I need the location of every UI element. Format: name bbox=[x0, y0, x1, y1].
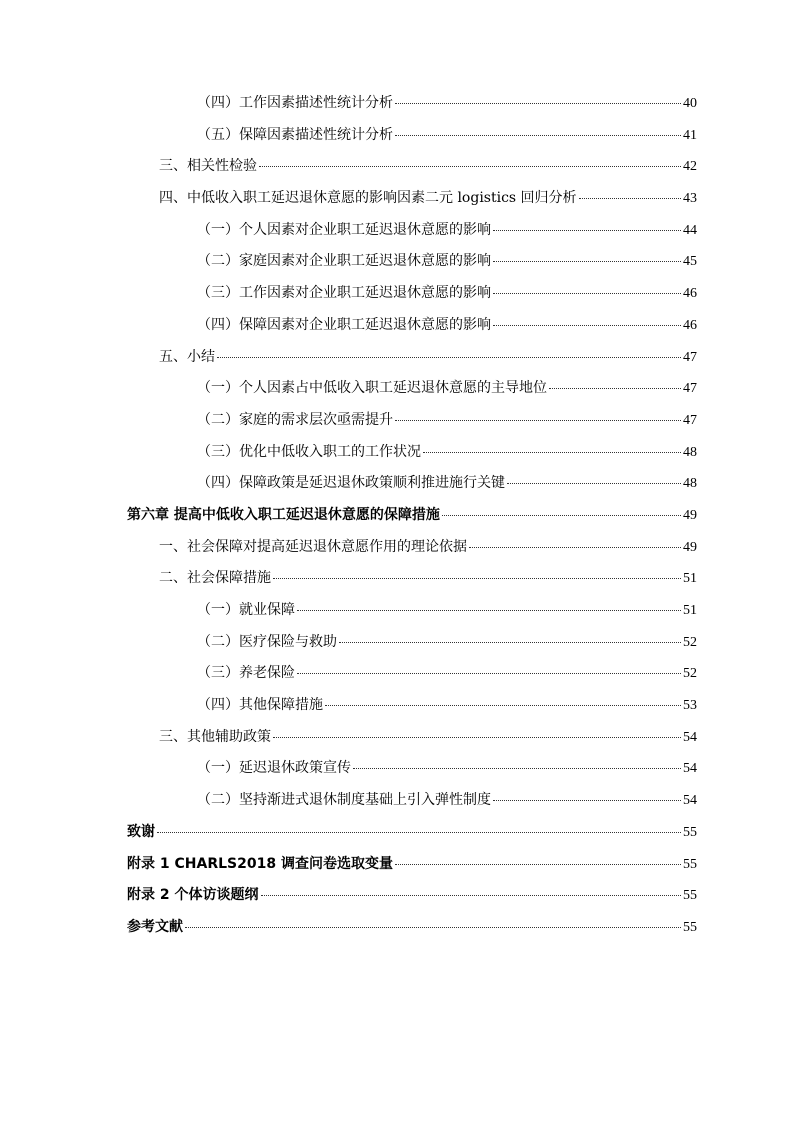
toc-entry-label: （三）养老保险 bbox=[197, 665, 295, 682]
toc-entry-row bbox=[197, 441, 697, 461]
toc-entry[interactable] bbox=[0, 622, 793, 654]
toc-entry-row bbox=[197, 789, 697, 809]
toc-entry-page-number: 40 bbox=[683, 96, 697, 111]
toc-entry[interactable] bbox=[0, 495, 793, 527]
toc-entry-page-number: 55 bbox=[683, 856, 697, 872]
toc-entry-row bbox=[197, 599, 697, 619]
toc-entry-page-number: 54 bbox=[683, 793, 697, 809]
dot-leader bbox=[493, 800, 681, 801]
toc-entry-label: （四）保障政策是延迟退休政策顺利推进施行关键 bbox=[197, 475, 505, 492]
toc-entry[interactable] bbox=[0, 146, 793, 178]
dot-leader bbox=[579, 198, 681, 199]
toc-entry-page-number: 41 bbox=[683, 127, 697, 143]
toc-entry-label: 三、相关性检验 bbox=[159, 158, 257, 175]
toc-entry[interactable] bbox=[0, 463, 793, 495]
toc-entry-row bbox=[127, 853, 697, 873]
dot-leader bbox=[493, 293, 681, 294]
toc-entry-row bbox=[197, 219, 697, 239]
dot-leader bbox=[493, 230, 681, 231]
dot-leader bbox=[325, 705, 681, 706]
toc-entry-page-number: 54 bbox=[683, 761, 697, 777]
toc-entry[interactable] bbox=[0, 337, 793, 369]
toc-entry-page-number: 48 bbox=[683, 476, 697, 492]
toc-entry[interactable] bbox=[0, 812, 793, 844]
toc-entry-label: （三）工作因素对企业职工延迟退休意愿的影响 bbox=[197, 285, 491, 302]
toc-entry[interactable] bbox=[0, 432, 793, 464]
toc-entry-row bbox=[159, 567, 697, 587]
toc-entry-row bbox=[127, 821, 697, 841]
toc-entry-label: （二）家庭的需求层次亟需提升 bbox=[197, 411, 393, 428]
toc-entry-page-number: 48 bbox=[683, 444, 697, 460]
toc-entry[interactable] bbox=[0, 305, 793, 337]
toc-entry-label: 致谢 bbox=[127, 823, 155, 840]
dot-leader bbox=[493, 325, 681, 326]
toc-entry-page-number: 53 bbox=[683, 698, 697, 714]
toc-entry-label: （四）其他保障措施 bbox=[197, 697, 323, 714]
toc-entry[interactable] bbox=[0, 241, 793, 273]
toc-entry-row bbox=[127, 504, 697, 524]
toc-entry[interactable] bbox=[0, 780, 793, 812]
toc-entry-page-number: 51 bbox=[683, 603, 697, 618]
toc-entry-row bbox=[197, 377, 697, 397]
toc-entry-row bbox=[197, 250, 697, 270]
dot-leader bbox=[273, 578, 681, 579]
toc-entry-row bbox=[127, 884, 697, 904]
toc-entry[interactable] bbox=[0, 558, 793, 590]
toc-entry[interactable] bbox=[0, 527, 793, 559]
toc-entry-label: 四、中低收入职工延迟退休意愿的影响因素二元 logistics 回归分析 bbox=[159, 190, 577, 207]
toc-entry-label: （二）坚持渐进式退休制度基础上引入弹性制度 bbox=[197, 792, 491, 809]
toc-entry[interactable] bbox=[0, 178, 793, 210]
dot-leader bbox=[273, 737, 681, 738]
dot-leader bbox=[259, 166, 681, 167]
toc-entry[interactable] bbox=[0, 273, 793, 305]
toc-entry-row bbox=[127, 916, 697, 936]
toc-entry-page-number: 49 bbox=[683, 507, 697, 523]
dot-leader bbox=[297, 673, 681, 674]
toc-entry-row bbox=[159, 726, 697, 746]
toc-entry-row bbox=[197, 314, 697, 334]
toc-entry-row bbox=[197, 282, 697, 302]
toc-entry-label: 附录 2 个体访谈题纲 bbox=[127, 887, 259, 904]
toc-entry-page-number: 42 bbox=[683, 159, 697, 175]
toc-entry-label: 一、社会保障对提高延迟退休意愿作用的理论依据 bbox=[159, 538, 467, 555]
toc-entry-page-number: 47 bbox=[683, 412, 697, 428]
toc-entry-label: 第六章 提高中低收入职工延迟退休意愿的保障措施 bbox=[127, 506, 440, 523]
toc-entry-label: 参考文献 bbox=[127, 918, 183, 935]
dot-leader bbox=[185, 927, 681, 928]
toc-entry-row bbox=[197, 662, 697, 682]
toc-entry-row bbox=[159, 155, 697, 175]
toc-entry-page-number: 51 bbox=[683, 571, 697, 587]
dot-leader bbox=[507, 483, 681, 484]
dot-leader bbox=[157, 832, 681, 833]
dot-leader bbox=[469, 547, 681, 548]
toc-entry-page-number: 55 bbox=[683, 919, 697, 935]
toc-entry[interactable] bbox=[0, 115, 793, 147]
toc-entry[interactable] bbox=[0, 210, 793, 242]
toc-entry-page-number: 52 bbox=[683, 634, 697, 650]
toc-entry-page-number: 47 bbox=[683, 381, 697, 397]
toc-entry-row bbox=[197, 757, 697, 777]
toc-entry-row bbox=[197, 124, 697, 144]
dot-leader bbox=[261, 895, 682, 896]
dot-leader bbox=[339, 642, 681, 643]
toc-entry-label: （一）延迟退休政策宣传 bbox=[197, 760, 351, 777]
toc-entry-row bbox=[197, 631, 697, 651]
toc-entry-page-number: 44 bbox=[683, 222, 697, 238]
toc-entry-label: 附录 1 CHARLS2018 调查问卷选取变量 bbox=[127, 855, 393, 872]
toc-entry-row bbox=[197, 92, 697, 112]
toc-entry-label: （三）优化中低收入职工的工作状况 bbox=[197, 443, 421, 460]
dot-leader bbox=[297, 610, 681, 611]
toc-entry-label: （五）保障因素描述性统计分析 bbox=[197, 126, 393, 143]
toc-entry-label: 三、其他辅助政策 bbox=[159, 728, 271, 745]
toc-entry[interactable] bbox=[0, 368, 793, 400]
toc-entry-label: （一）就业保障 bbox=[197, 602, 295, 618]
toc-entry-row bbox=[159, 346, 697, 366]
toc-entry-label: 五、小结 bbox=[159, 348, 215, 365]
toc-entry-page-number: 54 bbox=[683, 729, 697, 745]
dot-leader bbox=[442, 515, 681, 516]
toc-entry[interactable] bbox=[0, 717, 793, 749]
dot-leader bbox=[217, 357, 681, 358]
dot-leader bbox=[395, 135, 681, 136]
dot-leader bbox=[395, 864, 681, 865]
toc-entry-page-number: 46 bbox=[683, 317, 697, 333]
toc-entry-page-number: 43 bbox=[683, 191, 697, 207]
toc-entry-label: （四）保障因素对企业职工延迟退休意愿的影响 bbox=[197, 316, 491, 333]
toc-entry[interactable] bbox=[0, 748, 793, 780]
dot-leader bbox=[395, 103, 681, 104]
toc-entry-page-number: 55 bbox=[683, 824, 697, 840]
toc-entry-row bbox=[197, 472, 697, 492]
toc-entry-page-number: 52 bbox=[683, 666, 697, 682]
dot-leader bbox=[549, 388, 681, 389]
table-of-contents bbox=[0, 83, 793, 939]
toc-entry-page-number: 45 bbox=[683, 254, 697, 270]
toc-entry-page-number: 47 bbox=[683, 349, 697, 365]
toc-entry-row bbox=[197, 694, 697, 714]
toc-entry-page-number: 49 bbox=[683, 539, 697, 555]
toc-entry[interactable] bbox=[0, 907, 793, 939]
dot-leader bbox=[423, 452, 681, 453]
dot-leader bbox=[395, 420, 681, 421]
toc-entry-row bbox=[197, 409, 697, 429]
toc-entry[interactable] bbox=[0, 844, 793, 876]
toc-entry-row bbox=[159, 187, 697, 207]
toc-entry-label: 二、社会保障措施 bbox=[159, 570, 271, 587]
toc-entry[interactable] bbox=[0, 875, 793, 907]
dot-leader bbox=[493, 261, 681, 262]
toc-entry-label: （一）个人因素对企业职工延迟退休意愿的影响 bbox=[197, 221, 491, 238]
toc-entry-row bbox=[159, 536, 697, 556]
toc-entry[interactable] bbox=[0, 400, 793, 432]
toc-entry-page-number: 46 bbox=[683, 286, 697, 302]
toc-entry-label: （二）医疗保险与救助 bbox=[197, 633, 337, 650]
toc-entry-page-number: 55 bbox=[683, 888, 697, 904]
toc-entry[interactable] bbox=[0, 590, 793, 622]
toc-entry[interactable] bbox=[0, 83, 793, 115]
toc-entry-label: （一）个人因素占中低收入职工延迟退休意愿的主导地位 bbox=[197, 380, 547, 397]
toc-entry[interactable] bbox=[0, 685, 793, 717]
toc-entry-label: （二）家庭因素对企业职工延迟退休意愿的影响 bbox=[197, 253, 491, 270]
toc-entry-label: （四）工作因素描述性统计分析 bbox=[197, 95, 393, 111]
dot-leader bbox=[353, 768, 681, 769]
toc-entry[interactable] bbox=[0, 653, 793, 685]
